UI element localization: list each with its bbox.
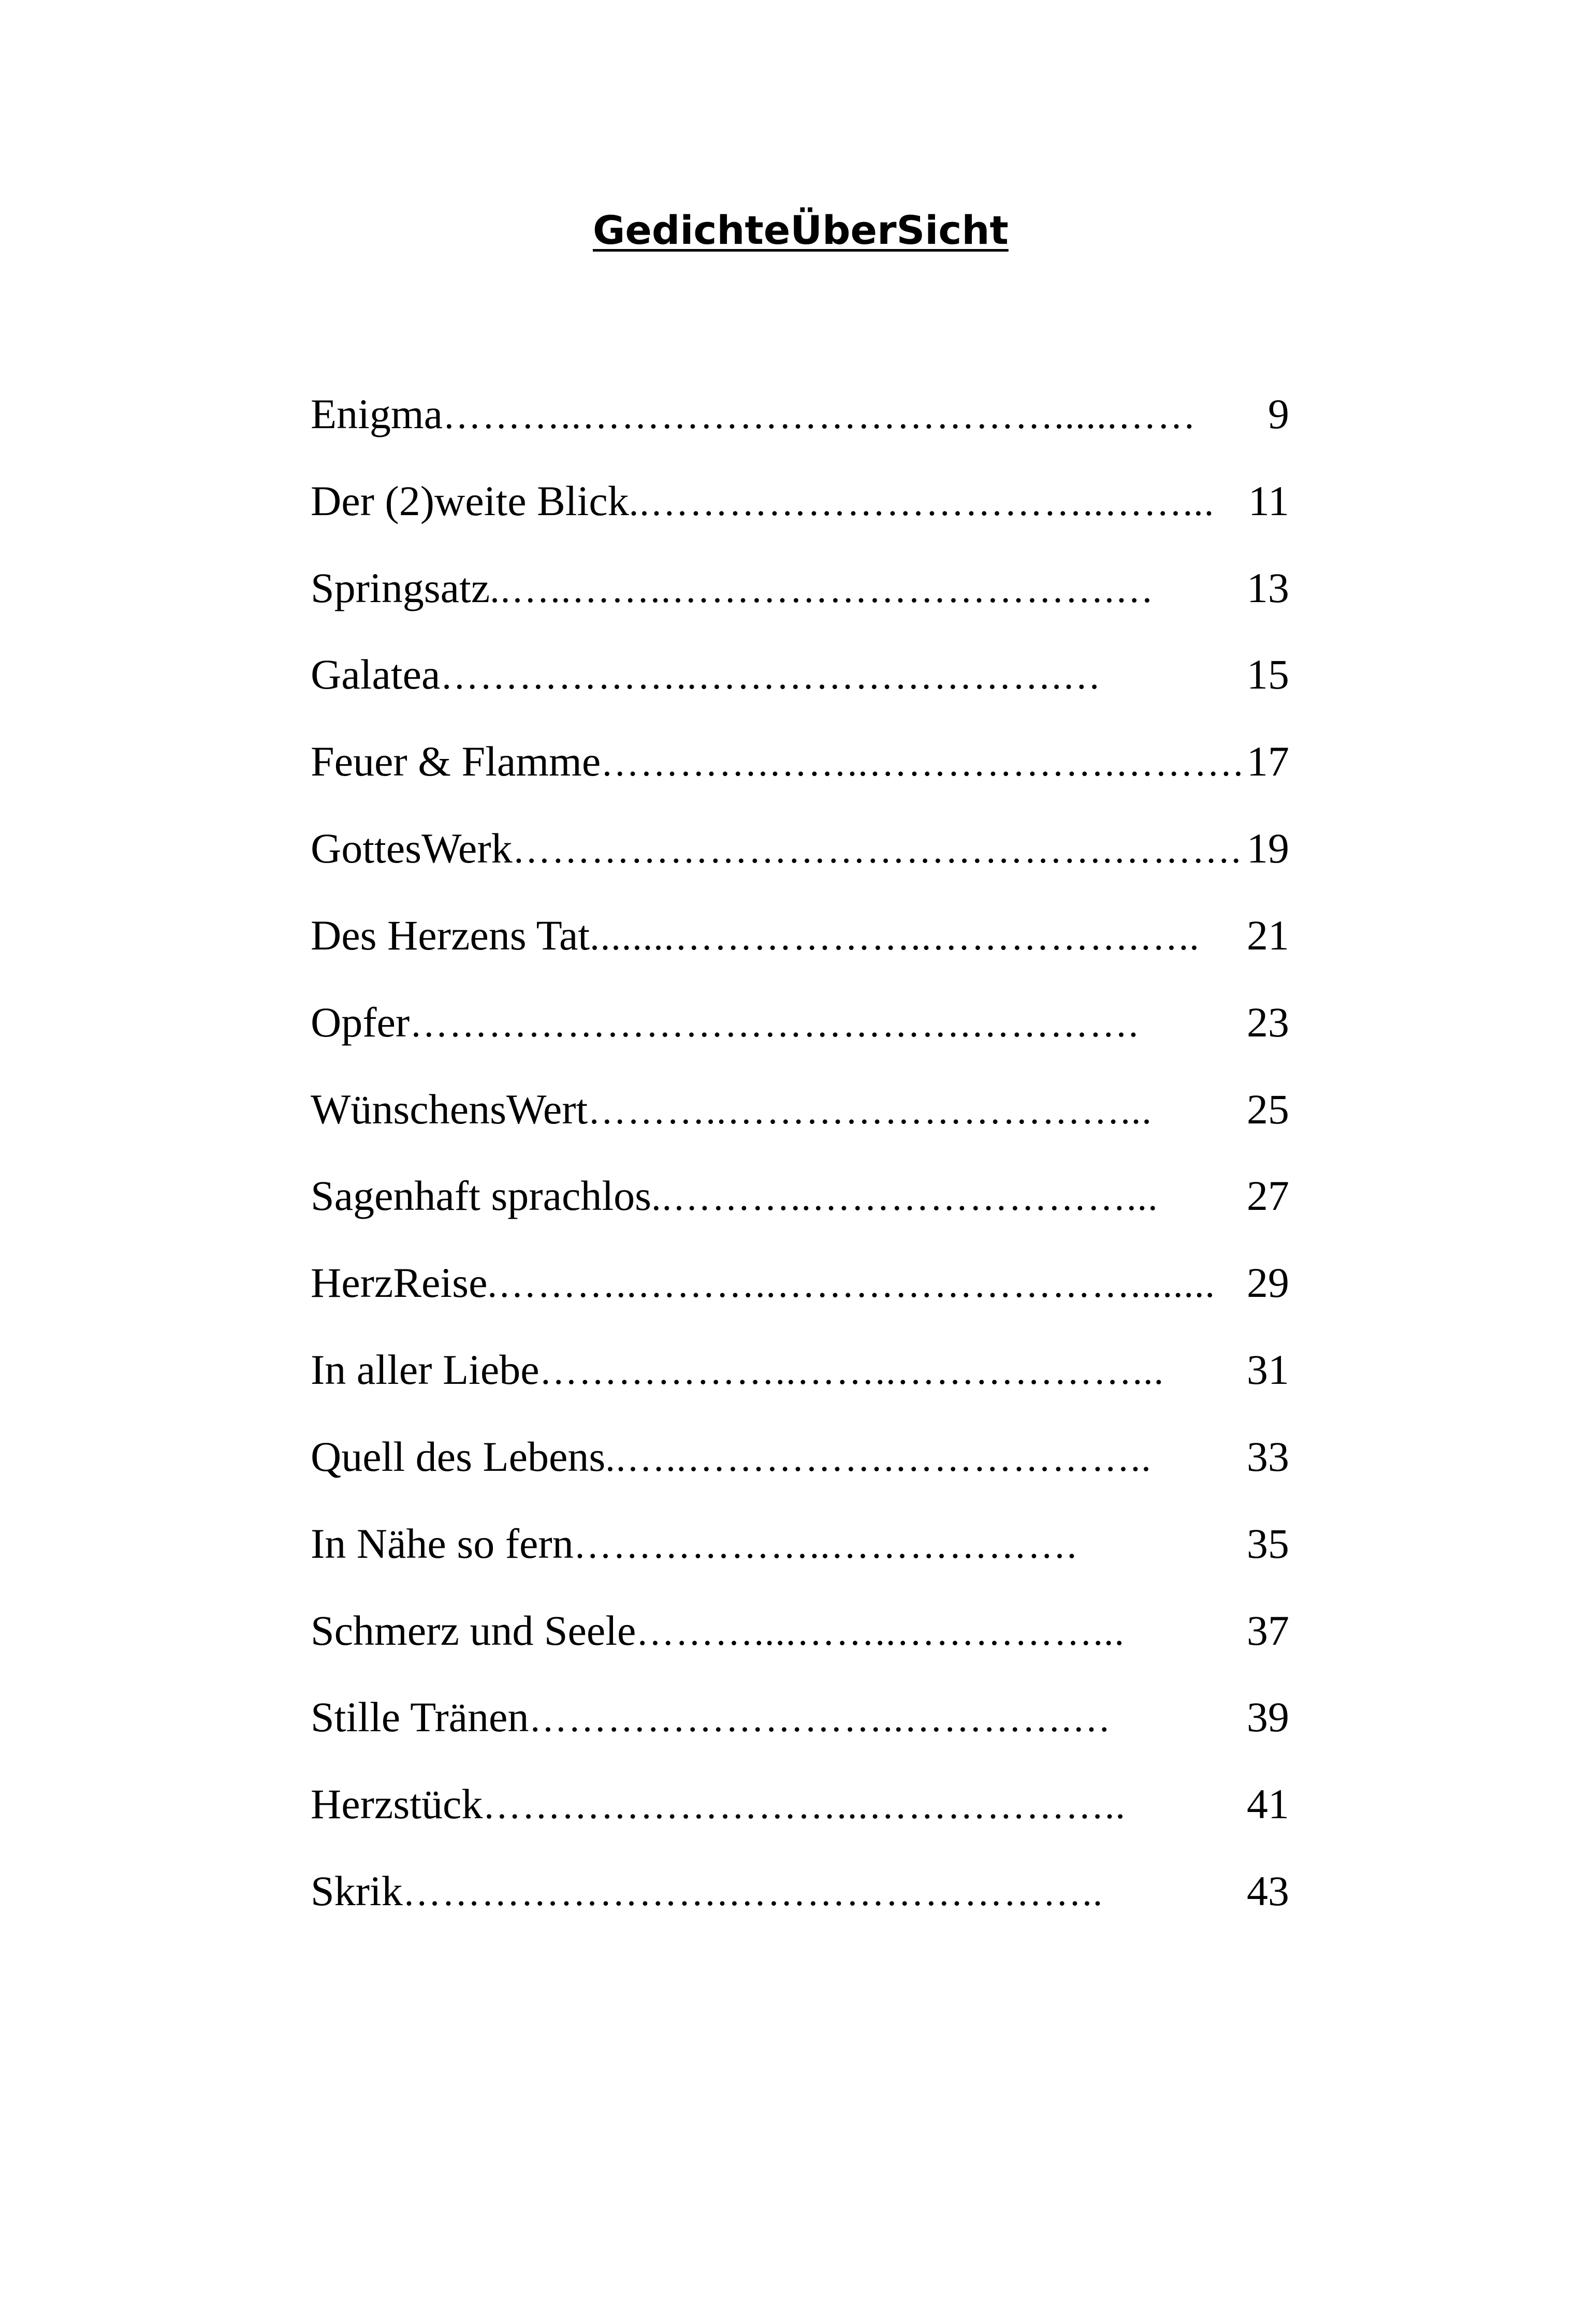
table-of-contents [311, 0, 1289, 2324]
toc-dot-leader: ........………………..…………….….. [590, 916, 1200, 958]
toc-entry-title: Galatea [311, 651, 441, 698]
toc-page-number: 11 [1248, 477, 1289, 524]
toc-dot-leader: ………………………..………….… [529, 1698, 1112, 1740]
toc-entry-title: HerzReise [311, 1259, 488, 1306]
toc-dot-leader: ..…..…………….……………….. [605, 1437, 1152, 1480]
toc-entry [311, 1686, 1289, 1748]
toc-dot-leader: ………..…………………………... [588, 1090, 1153, 1132]
toc-entry [311, 1513, 1289, 1575]
toc-entry [311, 1339, 1289, 1401]
toc-entry-title: Stille Tränen [311, 1693, 529, 1741]
toc-entry [311, 1252, 1289, 1314]
toc-entry [311, 383, 1289, 445]
toc-page-number: 17 [1247, 738, 1289, 785]
toc-entry [311, 1773, 1289, 1835]
toc-page-number: 13 [1247, 564, 1289, 611]
toc-page-number: 19 [1247, 825, 1289, 872]
toc-dot-leader: ………….……..……………….………. [601, 742, 1244, 784]
toc-page-number: 37 [1247, 1607, 1289, 1654]
toc-entry-title: Skrik [311, 1867, 403, 1914]
toc-page-number: 21 [1247, 912, 1289, 959]
toc-dot-leader: ………………..……………………….… [440, 655, 1102, 697]
toc-entry-title: Springsatz [311, 564, 490, 611]
toc-entry [311, 991, 1289, 1054]
toc-dot-leader: ………..………………………………......…… [443, 394, 1197, 437]
toc-page-number: 9 [1268, 390, 1289, 437]
toc-entry-title: Herzstück [311, 1780, 483, 1828]
toc-page-number: 35 [1247, 1520, 1289, 1567]
toc-page-number: 23 [1247, 999, 1289, 1046]
document-title: GedichteÜberSicht [593, 207, 1009, 253]
toc-entry-title: Des Herzens Tat [311, 912, 590, 959]
toc-entry [311, 1426, 1289, 1488]
toc-entry-title: Schmerz und Seele [311, 1607, 636, 1654]
toc-dot-leader: …………………………………….…………. [410, 1003, 1140, 1045]
toc-dot-leader: .………..………..………………………........ [487, 1263, 1216, 1306]
toc-entry-title: GottesWerk [311, 825, 513, 872]
toc-dot-leader: ………………..……..………………... [539, 1350, 1165, 1393]
toc-dot-leader: ..…..……..…………………………….… [490, 568, 1155, 611]
toc-page-number: 39 [1247, 1693, 1289, 1741]
toc-dot-leader: ………....……..……………... [636, 1611, 1125, 1654]
toc-entry [311, 1600, 1289, 1662]
toc-entry [311, 1078, 1289, 1141]
toc-dot-leader: ………………………...……………….. [483, 1785, 1126, 1827]
toc-entry-title: Feuer & Flamme [311, 738, 601, 785]
toc-entry-title: Quell des Lebens [311, 1433, 606, 1480]
toc-page-number: 41 [1247, 1780, 1289, 1828]
toc-entry-title: Sagenhaft sprachlos [311, 1172, 652, 1219]
toc-entry-title: In Nähe so fern [311, 1520, 574, 1567]
toc-entry [311, 1860, 1289, 1922]
toc-page-number: 27 [1247, 1172, 1289, 1219]
toc-dot-leader: ..……………………………..……... [629, 481, 1215, 524]
toc-entry [311, 470, 1289, 532]
toc-entry [311, 644, 1289, 706]
toc-entry-title: Enigma [311, 390, 443, 437]
toc-dot-leader: ………………..………………. [573, 1524, 1078, 1567]
toc-entry [311, 730, 1289, 793]
toc-dot-leader: ..………..……………………... [651, 1176, 1159, 1219]
toc-entry [311, 817, 1289, 880]
toc-page-number: 25 [1247, 1086, 1289, 1133]
toc-entry-title: Der (2)weite Blick [311, 477, 629, 524]
toc-entry [311, 904, 1289, 967]
toc-page-number: 33 [1247, 1433, 1289, 1480]
toc-page-number: 15 [1247, 651, 1289, 698]
toc-entry-title: WünschensWert [311, 1086, 588, 1133]
toc-page-number: 31 [1247, 1346, 1289, 1393]
toc-entry-title: In aller Liebe [311, 1346, 539, 1393]
toc-entry-title: Opfer [311, 999, 410, 1046]
toc-page-number: 29 [1247, 1259, 1289, 1306]
toc-dot-leader: ……………………………………….………. [512, 829, 1242, 871]
toc-dot-leader: …………………….……………………….. [402, 1872, 1104, 1914]
toc-page-number: 43 [1247, 1867, 1289, 1914]
toc-entry [311, 1165, 1289, 1227]
toc-entry [311, 557, 1289, 619]
